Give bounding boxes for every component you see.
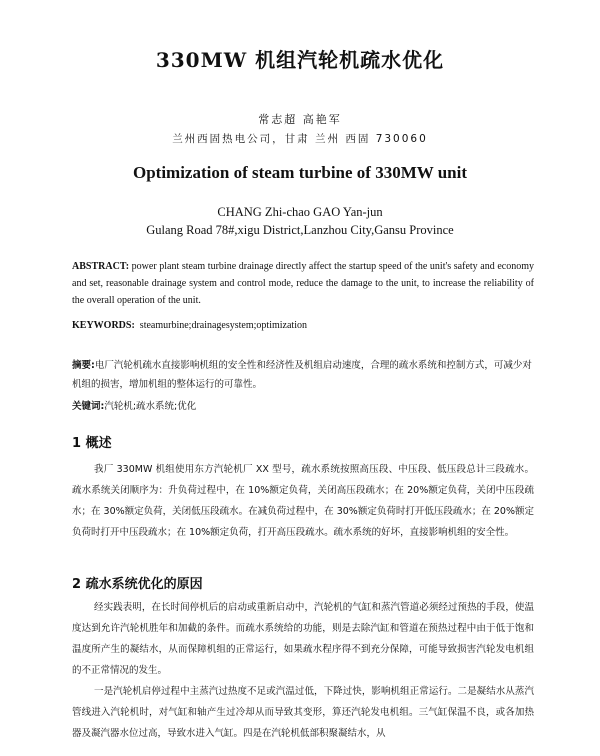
- keywords-english: [72, 320, 534, 331]
- abstract-chinese-text: 电厂汽轮机疏水直接影响机组的安全性和经济性及机组启动速度，合理的疏水系统和控制方式，可减少对机组的损害，增加机组的整体运行的可靠性。: [72, 360, 532, 390]
- keywords-chinese-label: 关键词:: [72, 401, 105, 412]
- section-heading-reasons: 2 疏水系统优化的原因: [72, 577, 203, 592]
- abstract-english-text: power plant steam turbine drainage directly affect the startup speed of the unit's safety and economy and set, reasonable drainage system and control mode, reduce the damage to the unit, to increase the reliability of the overall operation of the unit.: [72, 261, 534, 306]
- abstract-chinese: [72, 356, 534, 394]
- authors-english: CHANG Zhi-chao GAO Yan-jun: [217, 205, 383, 219]
- affiliation-english: Gulang Road 78#,xigu District,Lanzhou City,Gansu Province: [146, 223, 454, 237]
- paper-title-chinese: 330MW 机组汽轮机疏水优化: [155, 48, 445, 72]
- section-heading-overview: 1 概述: [72, 436, 112, 451]
- authors-chinese: 常志超 高艳军: [258, 113, 342, 126]
- keywords-chinese: [72, 398, 534, 412]
- section-paragraph: 经实践表明，在长时间停机后的启动或重新启动中，汽轮机的气缸和蒸汽管道必须经过预热的手段，使温度达到允许汽轮机胜年和加截的条件。而疏水系统给的功能，则是去除汽缸和管道在预热过程中由于低于饱和温度所产生的凝结水，从而保障机组的正常运行，如果疏水程序得不到充分保障，可能导致损害汽轮发电机组的不正常情况的发生。: [72, 602, 534, 676]
- abstract-chinese-label: 摘要:: [72, 360, 95, 371]
- abstract-english-label: ABSTRACT:: [72, 261, 130, 272]
- keywords-english-label: KEYWORDS:: [72, 320, 135, 331]
- paper-title-english: Optimization of steam turbine of 330MW unit: [132, 163, 467, 182]
- affiliation-chinese: 兰州西固热电公司，甘肃 兰州 西固 730060: [172, 133, 428, 145]
- keywords-english-text: steamurbine;drainagesystem;optimization: [139, 320, 307, 331]
- keywords-chinese-text: 汽轮机;疏水系统;优化: [104, 401, 197, 412]
- abstract-english: [72, 258, 534, 309]
- section-paragraph: 我厂 330MW 机组使用东方汽轮机厂 XX 型号，疏水系统按照高压段、中压段、低压段总计三段疏水。疏水系统关闭顺序为：升负荷过程中，在 10%额定负荷，关闭高压段疏水；在 20%额定负荷，关闭中压段疏水；在 30%额定负荷，关闭低压段疏水。在减负荷过程中，在 30%额定负荷时打开低压段疏水；在 20%额定负荷时打开中压段疏水；在 10%额定负荷，打开高压段疏水。疏水系统的好坏，直接影响机组的安全性。: [72, 464, 534, 538]
- section-paragraph: 一是汽轮机启停过程中主蒸汽过热度不足或汽温过低，下降过快，影响机组正常运行。二是凝结水从蒸汽管线进入汽轮机时，对气缸和轴产生过冷却从而导致其变形，算还汽轮发电机组。三气缸保温不良，或各加热器及凝汽器水位过高，导致水进入气缸。四是在汽轮机低部积聚凝结水，从: [72, 686, 534, 739]
